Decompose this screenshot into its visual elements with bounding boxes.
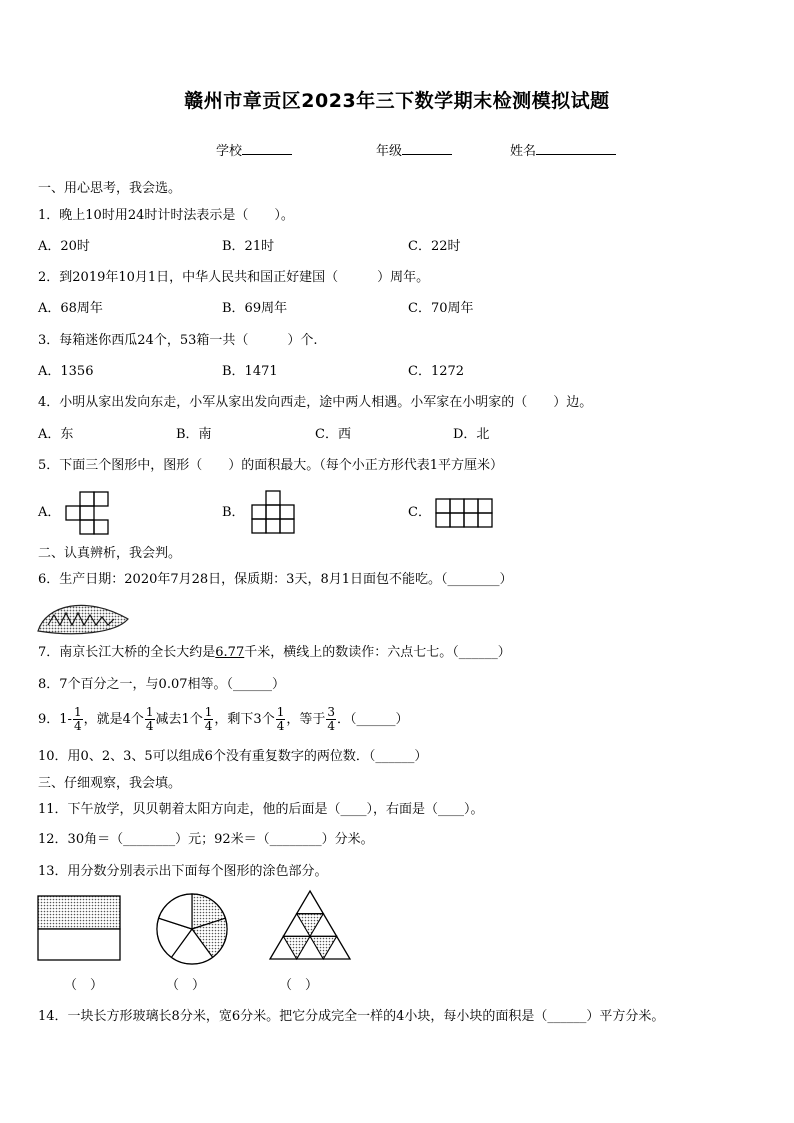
q4-option-c[interactable]: C．西 — [315, 427, 351, 442]
q13-answer-2[interactable]: （ ） — [166, 978, 206, 993]
figure-c-grid — [436, 497, 498, 531]
q5-option-b[interactable]: B． — [222, 505, 245, 520]
question-5: 5．下面三个图形中，图形（ ）的面积最大。（每个小正方形代表1平方厘米） — [38, 458, 504, 473]
q5-option-a[interactable]: A． — [38, 505, 61, 520]
question-9: 9．1- $\frac{1}{4}$ ，就是4个 $\frac{1}{4}$ 减去1个 $\frac{1}{4}$ ，剩下3个 $\frac{1}{4}$ ，等于 $\frac{3}{4}$ ．（______） — [38, 705, 409, 733]
fraction-3-4: $\frac{3}{4}$ — [327, 705, 335, 733]
question-11: 11．下午放学，贝贝朝着太阳方向走，他的后面是（____），右面是（____）。 — [38, 802, 484, 817]
question-12: 12．30角＝（________）元；92米＝（________）分米。 — [38, 832, 374, 847]
q7-underlined-number: 6.77 — [215, 645, 245, 660]
figure-a-grid — [66, 490, 114, 538]
section-2-heading: 二、认真辨析，我会判。 — [38, 546, 182, 561]
shaded-rectangle-figure — [37, 895, 121, 961]
question-10: 10．用0、2、3、5可以组成6个没有重复数字的两位数．（______） — [38, 749, 428, 764]
grade-field[interactable]: 年级 — [376, 140, 452, 159]
q4-option-a[interactable]: A．东 — [38, 427, 74, 442]
q1-option-c[interactable]: C．22时 — [408, 239, 461, 254]
page-title: 赣州市章贡区2023年三下数学期末检测模拟试题 — [184, 90, 610, 112]
fraction-1-4: $\frac{1}{4}$ — [204, 705, 213, 733]
q3-option-c[interactable]: C．1272 — [408, 364, 465, 379]
fraction-1-4: $\frac{1}{4}$ — [145, 705, 154, 733]
section-3-heading: 三、仔细观察，我会填。 — [38, 776, 182, 791]
question-3: 3．每箱迷你西瓜24个，53箱一共（ ）个. — [38, 333, 318, 348]
q4-option-d[interactable]: D．北 — [453, 427, 490, 442]
fraction-1-4: $\frac{1}{4}$ — [276, 705, 285, 733]
question-7: 7．南京长江大桥的全长大约是6.77千米，横线上的数读作：六点七七。（______） — [38, 645, 511, 660]
bread-image — [36, 597, 132, 637]
question-4: 4．小明从家出发向东走，小军从家出发向西走，途中两人相遇。小军家在小明家的（ ）边。 — [38, 395, 593, 410]
question-8: 8．7个百分之一，与0.07相等。（______） — [38, 677, 285, 692]
question-6: 6．生产日期：2020年7月28日，保质期：3天，8月1日面包不能吃。（________） — [38, 572, 513, 587]
question-1: 1．晚上10时用24时计时法表示是（ ）。 — [38, 208, 294, 223]
q13-answer-3[interactable]: （ ） — [279, 978, 319, 993]
shaded-circle-figure — [154, 893, 230, 965]
q2-option-b[interactable]: B．69周年 — [222, 301, 288, 316]
q4-option-b[interactable]: B．南 — [176, 427, 212, 442]
q1-option-a[interactable]: A．20时 — [38, 239, 90, 254]
q5-option-c[interactable]: C． — [408, 505, 431, 520]
shaded-triangle-figure — [268, 889, 352, 963]
question-2: 2．到2019年10月1日，中华人民共和国正好建国（ ）周年。 — [38, 270, 430, 285]
name-field[interactable]: 姓名 — [510, 140, 616, 159]
q3-option-a[interactable]: A．1356 — [38, 364, 94, 379]
q1-option-b[interactable]: B．21时 — [222, 239, 275, 254]
figure-b-grid — [252, 489, 300, 537]
q13-answer-1[interactable]: （ ） — [64, 978, 104, 993]
q2-option-c[interactable]: C．70周年 — [408, 301, 474, 316]
question-14: 14．一块长方形玻璃长8分米，宽6分米。把它分成完全一样的4小块，每小块的面积是（______）平方分米。 — [38, 1009, 665, 1024]
q3-option-b[interactable]: B．1471 — [222, 364, 278, 379]
section-1-heading: 一、用心思考，我会选。 — [38, 181, 182, 196]
fraction-1-4: $\frac{1}{4}$ — [73, 705, 82, 733]
q2-option-a[interactable]: A．68周年 — [38, 301, 103, 316]
question-13: 13．用分数分别表示出下面每个图形的涂色部分。 — [38, 864, 328, 879]
school-field[interactable]: 学校 — [216, 140, 292, 159]
